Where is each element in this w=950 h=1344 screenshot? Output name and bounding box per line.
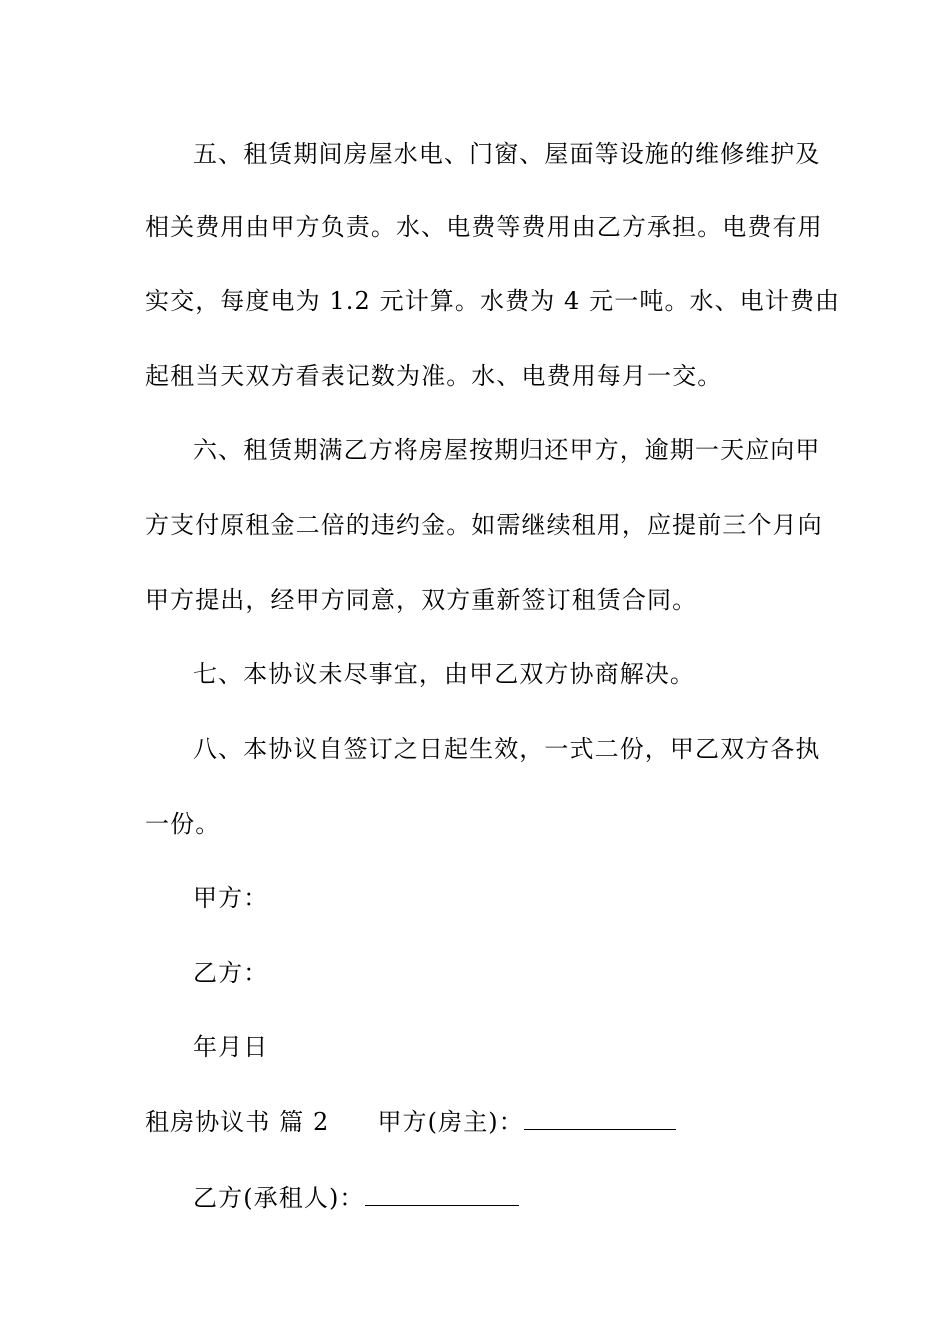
- clause-6-line-3: 甲方提出，经甲方同意，双方重新签订租赁合同。: [145, 586, 698, 614]
- clause-5-line-2: 相关费用由甲方负责。水、电费等费用由乙方承担。电费有用: [145, 213, 823, 241]
- clause-5-line-1: 五、租赁期间房屋水电、门窗、屋面等设施的维修维护及: [193, 140, 821, 168]
- clause-8-line-2: 一份。: [145, 810, 221, 838]
- clause-6-line-2: 方支付原租金二倍的违约金。如需继续租用，应提前三个月向: [145, 511, 823, 539]
- tenant-blank-line: [365, 1183, 519, 1206]
- landlord-blank-line: [524, 1107, 676, 1130]
- clause-5-line-3: 实交，每度电为 1.2 元计算。水费为 4 元一吨。水、电计费由: [145, 287, 841, 315]
- tenant-label: 乙方(承租人)：: [193, 1184, 365, 1212]
- landlord-label: 甲方(房主)：: [377, 1108, 524, 1136]
- clause-6-line-1: 六、租赁期满乙方将房屋按期归还甲方，逾期一天应向甲: [193, 436, 821, 464]
- signature-party-b: 乙方：: [193, 959, 269, 987]
- signature-party-a: 甲方：: [193, 884, 269, 912]
- signature-date: 年月日: [193, 1033, 269, 1061]
- clause-8-line-1: 八、本协议自签订之日起生效，一式二份，甲乙双方各执: [193, 735, 821, 763]
- section-title: 租房协议书 篇 2: [145, 1108, 330, 1136]
- clause-7-line-1: 七、本协议未尽事宜，由甲乙双方协商解决。: [193, 660, 695, 688]
- clause-5-line-4: 起租当天双方看表记数为准。水、电费用每月一交。: [145, 362, 723, 390]
- next-section-header: [145, 1107, 676, 1137]
- tenant-line: [193, 1183, 519, 1213]
